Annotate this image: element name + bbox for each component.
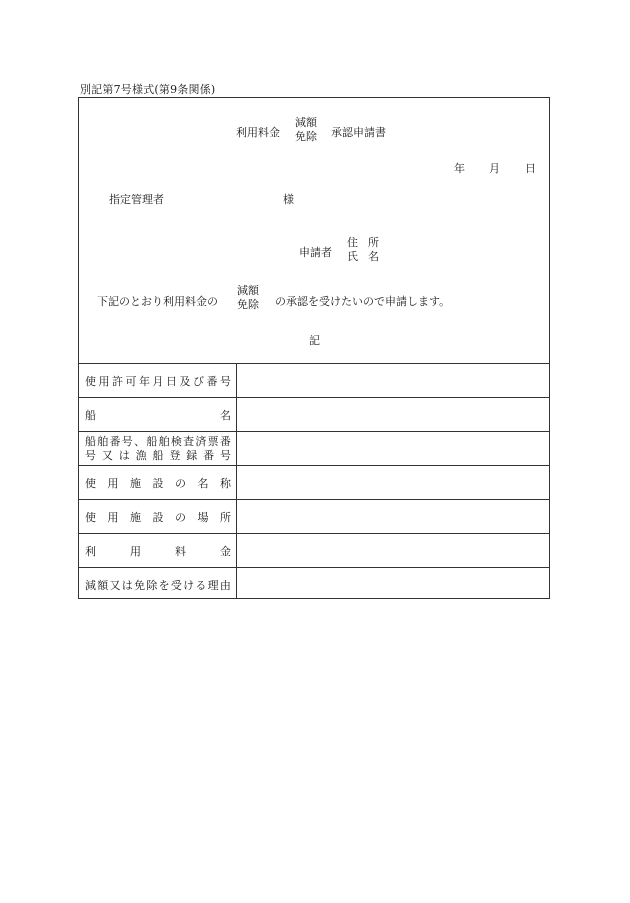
label-reduction-reason: 減 額 又 は 免 除 を 受 け る 理 由 [85, 578, 231, 592]
label-vessel-name: 船 名 [85, 408, 231, 422]
notation-mark: 記 [309, 334, 320, 347]
date-month-label: 月 [489, 162, 500, 175]
body-choice-exemption: 免除 [237, 298, 259, 311]
value-vessel-name[interactable] [239, 398, 545, 431]
body-text-suffix: の承認を受けたいので申請します。 [275, 295, 451, 308]
label-facility-name: 使 用 施 設 の 名 称 [85, 476, 231, 490]
label-permit-date-number: 使 用 許 可 年 月 日 及 び 番 号 [85, 374, 231, 388]
applicant-fields [347, 236, 379, 264]
value-permit-date-number[interactable] [239, 364, 545, 397]
addressee-honorific: 様 [283, 193, 294, 206]
title-prefix: 利用料金 [236, 126, 280, 139]
value-reduction-reason[interactable] [239, 568, 545, 601]
label-facility-location: 使 用 施 設 の 場 所 [85, 510, 231, 524]
body-text-prefix: 下記のとおり利用料金の [97, 295, 218, 308]
title-choice-exemption: 免除 [295, 130, 317, 143]
label-usage-fee: 利 用 料 金 [85, 544, 231, 558]
value-facility-location[interactable] [239, 500, 545, 533]
applicant-address-label: 住 所 [347, 236, 379, 249]
applicant-name-label: 氏 名 [347, 250, 379, 263]
body-choice-reduction: 減額 [237, 284, 259, 297]
applicant-label: 申請者 [299, 246, 332, 259]
form-reference: 別記第7号様式(第9条関係) [80, 83, 216, 96]
value-usage-fee[interactable] [239, 534, 545, 567]
title-suffix: 承認申請書 [331, 126, 386, 139]
table-column-divider [236, 363, 237, 598]
addressee-label: 指定管理者 [109, 193, 164, 206]
date-day-label: 日 [525, 162, 536, 175]
date-year-label: 年 [454, 162, 465, 175]
label-vessel-registration-number: 船 舶 番 号 、 船 舶 検 査 済 票 番 号 又 は 漁 船 登 録 番 号 [85, 434, 231, 462]
value-facility-name[interactable] [239, 466, 545, 499]
title-choice [295, 116, 317, 144]
title-choice-reduction: 減額 [295, 116, 317, 129]
body-choice [237, 284, 259, 312]
application-form [78, 97, 550, 599]
value-vessel-registration-number[interactable] [239, 432, 545, 465]
